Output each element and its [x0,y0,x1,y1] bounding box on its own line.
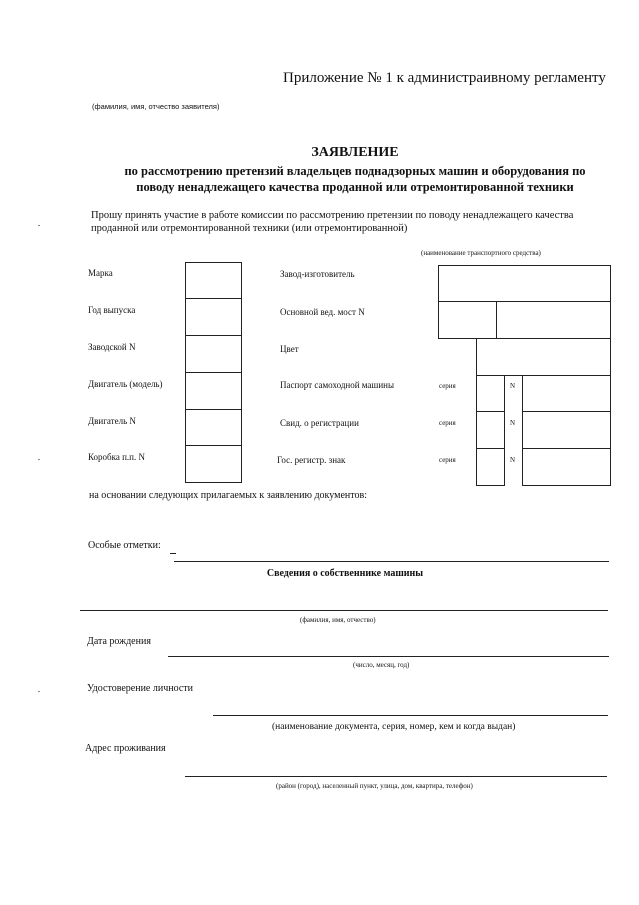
gearbox-number-label: Коробка п.п. N [88,452,145,462]
address-label: Адрес проживания [85,743,166,754]
birth-date-line[interactable] [168,656,609,657]
applicant-name-caption: (фамилия, имя, отчество заявителя) [92,102,220,111]
serial-number-field[interactable] [185,335,242,373]
registration-number-field[interactable] [522,411,611,449]
address-line[interactable] [185,776,607,777]
passport-number-field[interactable] [522,375,611,412]
plate-series-label: серия [439,456,456,464]
documents-line: на основании следующих прилагаемых к заявлению документов: [89,490,367,501]
manufacturer-field[interactable] [438,265,611,302]
year-field[interactable] [185,298,242,336]
vehicle-name-caption: (наименование транспортного средства) [421,249,541,257]
registration-series-field[interactable] [476,411,505,449]
address-caption: (район (город), населенный пункт, улица, дом, квартира, телефон) [276,782,473,790]
brand-label: Марка [88,268,113,278]
owner-section-heading: Сведения о собственнике машины [266,568,424,579]
special-marks-label: Особые отметки: [88,540,161,551]
registration-number-label: N [510,419,516,427]
intro-line-1: Прошу принять участие в работе комиссии по рассмотрению претензии по поводу ненадлежащего качества [91,210,574,221]
main-axle-field-a[interactable] [438,301,497,339]
passport-series-label: серия [439,382,456,390]
owner-name-line[interactable] [80,610,608,611]
engine-number-label: Двигатель N [88,416,136,426]
year-label: Год выпуска [88,305,136,315]
color-label: Цвет [280,344,299,354]
manufacturer-label: Завод-изготовитель [280,269,355,279]
engine-number-field[interactable] [185,409,242,446]
special-marks-line-2[interactable] [174,561,609,562]
owner-name-caption: (фамилия, имя, отчество) [300,616,376,624]
identity-document-label: Удостоверение личности [87,683,194,694]
passport-series-field[interactable] [476,375,505,412]
scan-speck [38,459,40,460]
registration-series-label: серия [439,419,456,427]
gearbox-number-field[interactable] [185,445,242,483]
color-field[interactable] [476,338,611,376]
scan-speck [38,225,40,226]
engine-model-label: Двигатель (модель) [88,379,163,389]
plate-label: Гос. регистр. знак [277,455,346,465]
birth-date-caption: (число, месяц, год) [353,661,410,669]
engine-model-field[interactable] [185,372,242,410]
document-subtitle-line-2: поводу ненадлежащего качества проданной или отремонтированной техники [136,180,574,194]
scan-speck [38,691,40,692]
plate-number-label: N [510,456,516,464]
serial-number-label: Заводской N [88,342,136,352]
special-marks-line-1[interactable] [170,553,176,554]
document-subtitle-line-1: по рассмотрению претензий владельцев поднадзорных машин и оборудования по [124,164,586,178]
plate-number-field[interactable] [522,448,611,486]
intro-line-2: проданной или отремонтированной техники (или отремонтированной) [91,223,408,234]
passport-label: Паспорт самоходной машины [280,380,395,390]
main-axle-label: Основной вед. мост N [280,307,365,317]
registration-label: Свид. о регистрации [280,418,359,428]
plate-series-field[interactable] [476,448,505,486]
brand-field[interactable] [185,262,242,299]
main-axle-field-b[interactable] [496,301,611,339]
identity-document-caption: (наименование документа, серия, номер, кем и когда выдан) [272,722,516,732]
passport-number-label: N [510,382,516,390]
identity-document-line[interactable] [213,715,608,716]
document-title: ЗАЯВЛЕНИЕ [311,145,399,160]
birth-date-label: Дата рождения [87,636,151,647]
annex-heading: Приложение № 1 к администраивному регламенту [283,70,606,86]
